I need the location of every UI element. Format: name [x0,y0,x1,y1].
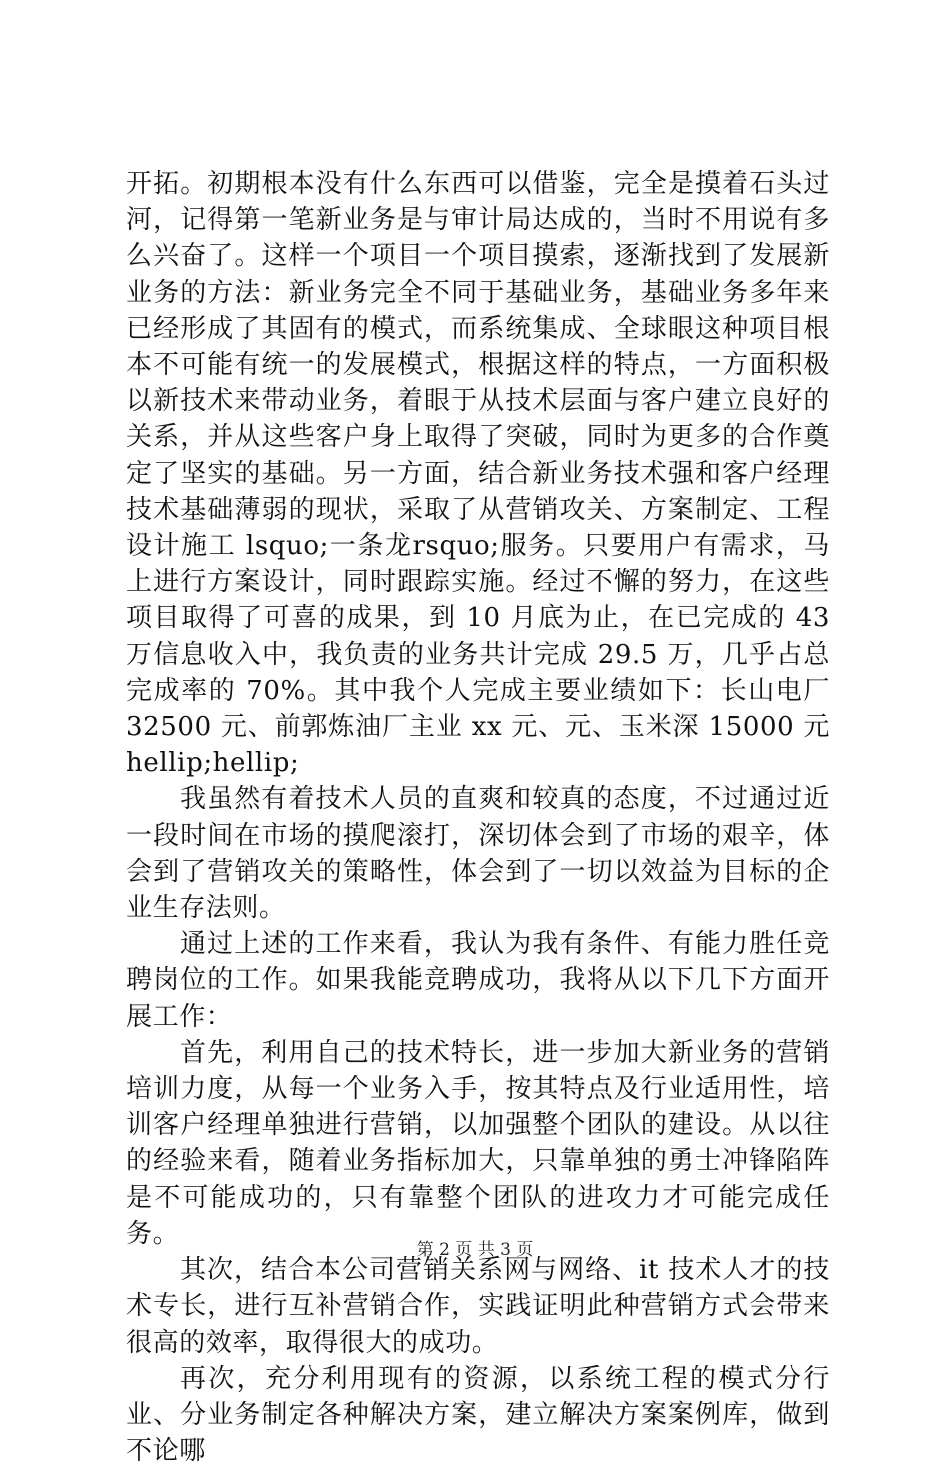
paragraph-continuation: 开拓。初期根本没有什么东西可以借鉴，完全是摸着石头过河，记得第一笔新业务是与审计局达成的，当时不用说有多么兴奋了。这样一个项目一个项目摸索，逐渐找到了发展新业务的方法：新业务完全不同于基础业务，基础业务多年来已经形成了其固有的模式，而系统集成、全球眼这种项目根本不可能有统一的发展模式，根据这样的特点，一方面积极以新技术来带动业务，着眼于从技术层面与客户建立良好的关系，并从这些客户身上取得了突破，同时为更多的合作奠定了坚实的基础。另一方面，结合新业务技术强和客户经理技术基础薄弱的现状，采取了从营销攻关、方案制定、工程设计施工 lsquo;一条龙rsquo;服务。只要用户有需求，马上进行方案设计，同时跟踪实施。经过不懈的努力，在这些项目取得了可喜的成果，到 10 月底为止，在已完成的 43 万信息收入中，我负责的业务共计完成 29.5 万，几乎占总完成率的 70%。其中我个人完成主要业绩如下：长山电厂 32500 元、前郭炼油厂主业 xx 元、元、玉米深 15000 元 hellip;hellip; [126,169,830,779]
paragraph-qualification: 通过上述的工作来看，我认为我有条件、有能力胜任竞聘岗位的工作。如果我能竞聘成功，我将从以下几下方面开展工作： [126,929,830,1032]
paragraph-second-plan: 其次，结合本公司营销关系网与网络、it 技术人才的技术专长，进行互补营销合作，实践证明此种营销方式会带来很高的效率，取得很大的成功。 [126,1255,830,1358]
paragraph-first-plan: 首先，利用自己的技术特长，进一步加大新业务的营销培训力度，从每一个业务入手，按其特点及行业适用性，培训客户经理单独进行营销，以加强整个团队的建设。从以往的经验来看，随着业务指标加大，只靠单独的勇士冲锋陷阵是不可能成功的，只有靠整个团队的进攻力才可能完成任务。 [126,1037,830,1249]
paragraph-attitude: 我虽然有着技术人员的直爽和较真的态度，不过通过近一段时间在市场的摸爬滚打，深切体会到了市场的艰辛，体会到了营销攻关的策略性，体会到了一切以效益为目标的企业生存法则。 [126,784,830,924]
document-body [126,166,830,1469]
paragraph-third-plan: 再次，充分利用现有的资源，以系统工程的模式分行业、分业务制定各种解决方案，建立解决方案案例库，做到不论哪 [126,1363,830,1467]
page-number-label: 第 2 页 共 3 页 [416,1240,534,1260]
page-footer [0,1238,950,1262]
